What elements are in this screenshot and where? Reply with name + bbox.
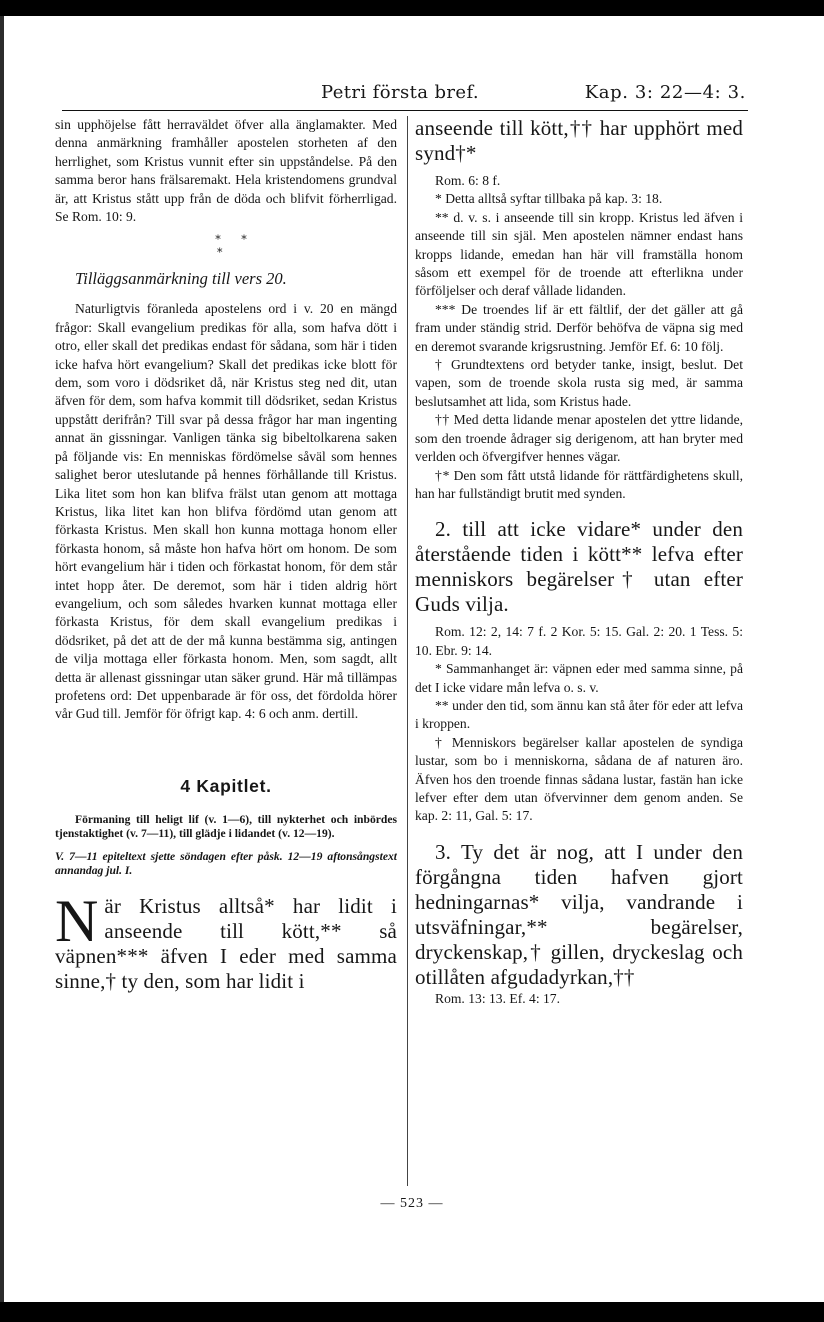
footnote: ** d. v. s. i anseende till sin kropp. Kristus led äfven i anseende till sin själ. Men apostelen nämner endast hans kropps lidande, emedan han här vill framställa honom såsom ett exempel för de troende att efterlikna under förföljelser och deraf vållade lidanden. <box>415 209 743 299</box>
footnote: * Detta alltså syftar tillbaka på kap. 3: 18. <box>435 191 663 207</box>
asterisk: * <box>217 246 223 260</box>
footnote: †† Med detta lidande menar apostelen det yttre lidande, som den troende ådrager sig derigenom, att han bryter med verlden och öfvergifver hennes vägar. <box>415 412 743 465</box>
cross-reference: Rom. 13: 13. Ef. 4: 17. <box>435 990 560 1006</box>
supplement-heading: Tilläggsanmärkning till vers 20. <box>75 269 287 289</box>
drop-cap: N <box>55 887 99 954</box>
asterisk: * <box>215 233 221 247</box>
chapter-summary: Förmaning till heligt lif (v. 1—6), till nykterhet och inbördes tjenstaktighet (v. 7—11), till glädje i lidandet (v. 12—19). <box>55 812 397 840</box>
scan-border-top <box>0 0 824 16</box>
verse-2: 2. till att icke vidare* under den återstående tiden i kött** lefva efter menniskors begärelser† utan efter Guds vilja. <box>415 517 743 617</box>
verse-1-continuation: anseende till kött,†† har upphört med synd†* <box>415 116 743 165</box>
commentary-continuation: sin upphöjelse fått herraväldet öfver alla änglamakter. Med denna anmärkning framhåller apostelen storheten af den herrlighet, som Kristus vunnit efter sin uppståndelse. På den samma beror hans frälsaremakt. Hela kristendomens grundval är, att Kristus stått upp från de döda och blifvit förherrligad. Se Rom. 10: 9. <box>55 117 397 225</box>
footnote: † Grundtextens ord betyder tanke, insigt, beslut. Det vapen, som de troende skola rusta sig med, är samma beslutsamhet att lida, som Kristus hade. <box>415 357 743 409</box>
cross-reference: Rom. 12: 2, 14: 7 f. 2 Kor. 5: 15. Gal. 2: 20. 1 Tess. 5: 10. Ebr. 9: 14. <box>415 624 743 658</box>
page-number: — 523 — <box>380 1196 444 1211</box>
footnote: †* Den som fått utstå lidande för rättfärdighetens skull, han har fullständigt brutit med synden. <box>415 467 743 501</box>
column-divider <box>407 116 408 1186</box>
chapter-heading: 4 Kapitlet. <box>180 775 272 796</box>
right-column <box>415 116 743 1190</box>
footnote: † Menniskors begärelser kallar apostelen de syndiga lustar, som bo i menniskorna, sådana de af naturen äro. Äfven hos den troende finnas sådana lustar, fastän han icke lefver efter dem utan öfvervinner dem genom anden. Se kap. 2: 11, Gal. 5: 17. <box>415 734 743 824</box>
scan-border-bottom <box>0 1302 824 1322</box>
chapter-reference: Kap. 3: 22—4: 3. <box>584 82 746 103</box>
scan-border-left <box>0 16 4 1302</box>
footnote: ** under den tid, som ännu kan stå åter för eder att lefva i kroppen. <box>415 697 743 732</box>
left-column <box>55 116 397 1190</box>
header-rule <box>62 110 748 111</box>
asterism <box>55 234 397 264</box>
cross-reference: Rom. 6: 8 f. <box>435 173 501 188</box>
lection-note: V. 7—11 epiteltext sjette söndagen efter påsk. 12—19 aftonsångstext annandag jul. I. <box>55 850 397 878</box>
page-header <box>62 78 748 112</box>
running-title: Petri första bref. <box>321 82 480 103</box>
verse-3: 3. Ty det är nog, att I under den förgångna tiden hafven gjort hedningarnas* vilja, vandrande i utsväfningar,** begärelser, dryckenskap,† gillen, dryckeslag och otillåten afgudadyrkan,†† <box>415 839 743 989</box>
supplement-text: Naturligtvis föranleda apostelens ord i v. 20 en mängd frågor: Skall evangelium predikas för alla, som hafva dött i otro, eller skall det predikas endast för sådana, som här i tiden icke hafva hört evangelium? Skall det predikas icke blott för dem, som voro i dödsriket då, när Kristus steg ned dit, utan äfven för dem, som hafva kommit till dödsriket, sedan Kristus uppstått derifrån? Till svar på dessa frågor har man ingenting annat än gissningar. Vanligen tänka sig bibeltolkarena saken på följande vis: En menniskas fördömelse såväl som hennes salighet beror uteslutande på hennes förhållande till Kristus. Lika litet som hon kan blifva frälst utan genom att mottaga Kristus, lika litet kan hon blifva fördömd utan genom att förkasta Kristus. Men skall hon kunna mottaga honom eller förkasta honom, så måste hon hafva hört om honom. De som hört evangelium här i tiden och förkastat honom, för dem står intet hopp åter. De deremot, som här i tiden aldrig hört evangelium, och som således hvarken kunnat mottaga eller förkasta Kristus, för dem skall evangelium predikas i dödsriket, på det att de der må kunna bestämma sig, antingen de vilja mottaga eller förkasta honom. Men, som sagdt, allt detta är allenast gissningar utan säker grund. Här må tillämpas profetens ord: Det uppenbarade är för oss, det fördolda hörer vår Gud till. Jemför för öfrigt kap. 4: 6 och anm. dertill. <box>55 301 397 722</box>
asterisk: * <box>241 233 247 247</box>
verse-1 <box>55 887 397 994</box>
verse-1-text: är Kristus alltså* har lidit i anseende till kött,** så väpnen*** äfven I eder med samma sinne,† ty den, som har lidit i <box>55 893 397 993</box>
footnote: * Sammanhanget är: väpnen eder med samma sinne, på det I icke vidare mån lefva o. s. v. <box>415 661 743 695</box>
footnote: *** De troendes lif är ett fältlif, der det gäller att gå fram under ständig strid. Derför behöfva de väpna sig med en deremot svarande krigsrustning. Jemför Ef. 6: 10 följ. <box>415 301 743 354</box>
